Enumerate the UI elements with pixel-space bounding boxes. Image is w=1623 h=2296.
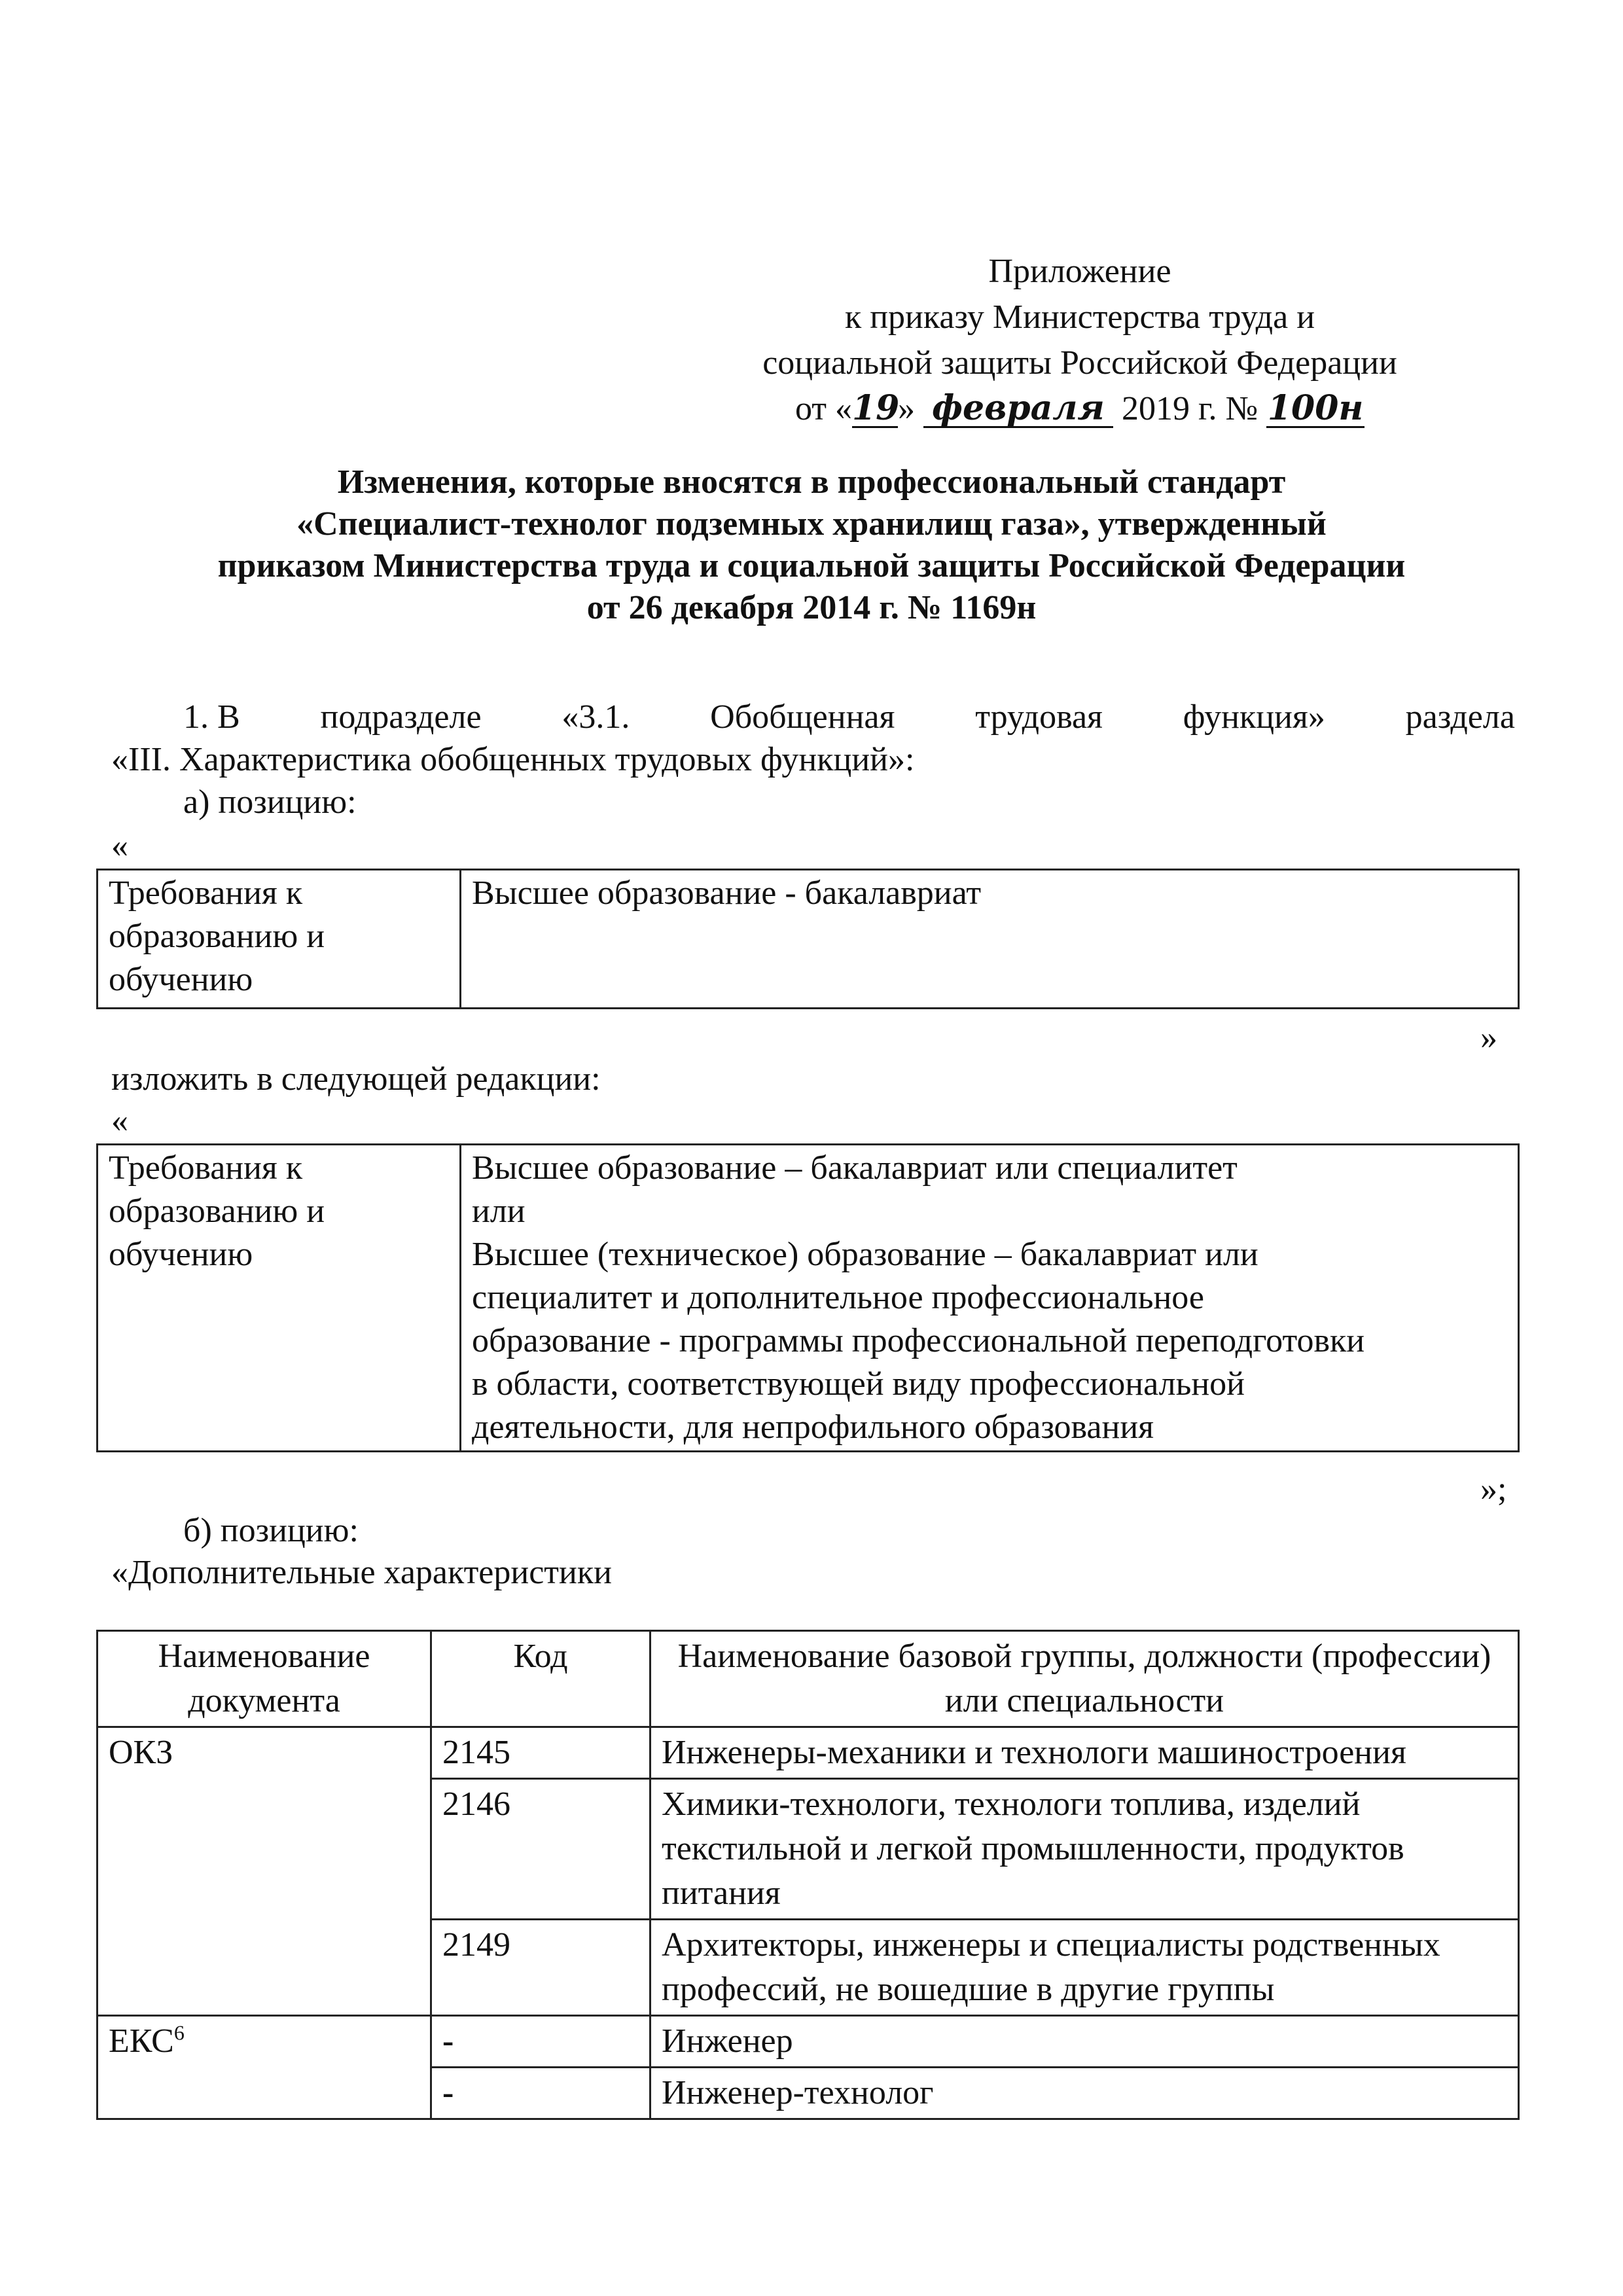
- title-line2: «Специалист-технолог подземных хранилищ газа», утвержденный: [296, 505, 1327, 543]
- table-header-row: [98, 1631, 1519, 1727]
- code-cell: -: [431, 2068, 651, 2119]
- sub-b: б) позицию:: [183, 1512, 359, 1549]
- new-value-line: Высшее образование – бакалавриат или специалитет: [472, 1149, 1238, 1187]
- extra-characteristics: «Дополнительные характеристики: [111, 1554, 612, 1591]
- new-label-cell: Требования к образованию и обучению: [98, 1145, 461, 1452]
- date-day-handwritten: 19: [851, 388, 900, 428]
- item1-word: «3.1.: [562, 698, 630, 736]
- close-quote-semicolon: »;: [1480, 1471, 1507, 1508]
- new-value-line: специалитет и дополнительное профессиональное: [472, 1279, 1204, 1316]
- eks-label-cell: [98, 2016, 431, 2119]
- eks-label: ЕКС: [109, 2022, 174, 2060]
- close-quote: »: [1480, 1019, 1497, 1056]
- old-requirements-table: [96, 869, 1520, 1009]
- title-line3: приказом Министерства труда и социальной защиты Российской Федерации: [217, 547, 1406, 584]
- appendix-line2: к приказу Министерства труда и: [844, 298, 1315, 336]
- header-document: Наименование документа: [98, 1631, 431, 1727]
- replace-text: изложить в следующей редакции:: [111, 1060, 601, 1098]
- header-code: Код: [431, 1631, 651, 1727]
- item1-line2: «III. Характеристика обобщенных трудовых функций»:: [111, 741, 915, 778]
- code-cell: -: [431, 2016, 651, 2068]
- new-value-line: образование - программы профессиональной переподготовки: [472, 1322, 1365, 1359]
- old-label-cell: Требования к образованию и обучению: [98, 870, 461, 1009]
- order-number-handwritten: 100н: [1267, 388, 1364, 428]
- date-month-handwritten: февраля: [923, 391, 1113, 428]
- name-cell: Химики-технологи, технологи топлива, изделий текстильной и легкой промышленности, продуктов питания: [651, 1779, 1519, 1920]
- document-title: [92, 461, 1531, 629]
- old-value-cell: Высшее образование - бакалавриат: [461, 870, 1519, 1009]
- appendix-line1: Приложение: [988, 253, 1171, 290]
- title-line4: от 26 декабря 2014 г. № 1169н: [586, 589, 1037, 626]
- new-value-line: в области, соответствующей виду профессиональной: [472, 1365, 1245, 1403]
- title-line1: Изменения, которые вносятся в профессиональный стандарт: [337, 463, 1286, 501]
- new-value-line: или: [472, 1193, 526, 1230]
- eks-footnote: 6: [173, 2020, 185, 2045]
- okz-label-cell: ОКЗ: [98, 1727, 431, 2016]
- appendix-line3: социальной защиты Российской Федерации: [762, 344, 1397, 382]
- table-row: [98, 870, 1519, 1009]
- name-cell: Инженеры-механики и технологи машиностроения: [651, 1727, 1519, 1779]
- appendix-block: [654, 249, 1505, 432]
- item1-word: Обобщенная: [710, 698, 895, 736]
- item1-line1: [183, 697, 1515, 738]
- date-prefix: от «: [794, 390, 852, 427]
- table-row: [98, 2016, 1519, 2068]
- characteristics-table: [96, 1630, 1520, 2120]
- code-cell: 2149: [431, 1920, 651, 2016]
- header-name: Наименование базовой группы, должности (профессии) или специальности: [651, 1631, 1519, 1727]
- item1-word: функция»: [1183, 698, 1325, 736]
- item1-word: раздела: [1405, 698, 1515, 736]
- appendix-date-line: [654, 386, 1505, 432]
- new-requirements-table: [96, 1143, 1520, 1452]
- table-row: [98, 1145, 1519, 1452]
- new-value-line: Высшее (техническое) образование – бакалавриат или: [472, 1236, 1258, 1273]
- item1-word: трудовая: [975, 698, 1103, 736]
- name-cell: Инженер: [651, 2016, 1519, 2068]
- date-year: 2019 г. №: [1121, 390, 1258, 427]
- name-cell: Инженер-технолог: [651, 2068, 1519, 2119]
- item1-word: подразделе: [320, 698, 482, 736]
- new-value-line: деятельности, для непрофильного образования: [472, 1408, 1154, 1446]
- new-value-cell: [461, 1145, 1519, 1452]
- name-cell: Архитекторы, инженеры и специалисты родственных профессий, не вошедшие в другие группы: [651, 1920, 1519, 2016]
- table-row: [98, 1727, 1519, 1779]
- open-quote: «: [111, 827, 128, 865]
- open-quote-2: «: [111, 1102, 128, 1139]
- date-quote-close: »: [897, 390, 915, 427]
- sub-a: а) позицию:: [183, 783, 357, 821]
- code-cell: 2145: [431, 1727, 651, 1779]
- code-cell: 2146: [431, 1779, 651, 1920]
- item1-word: 1. В: [183, 698, 240, 736]
